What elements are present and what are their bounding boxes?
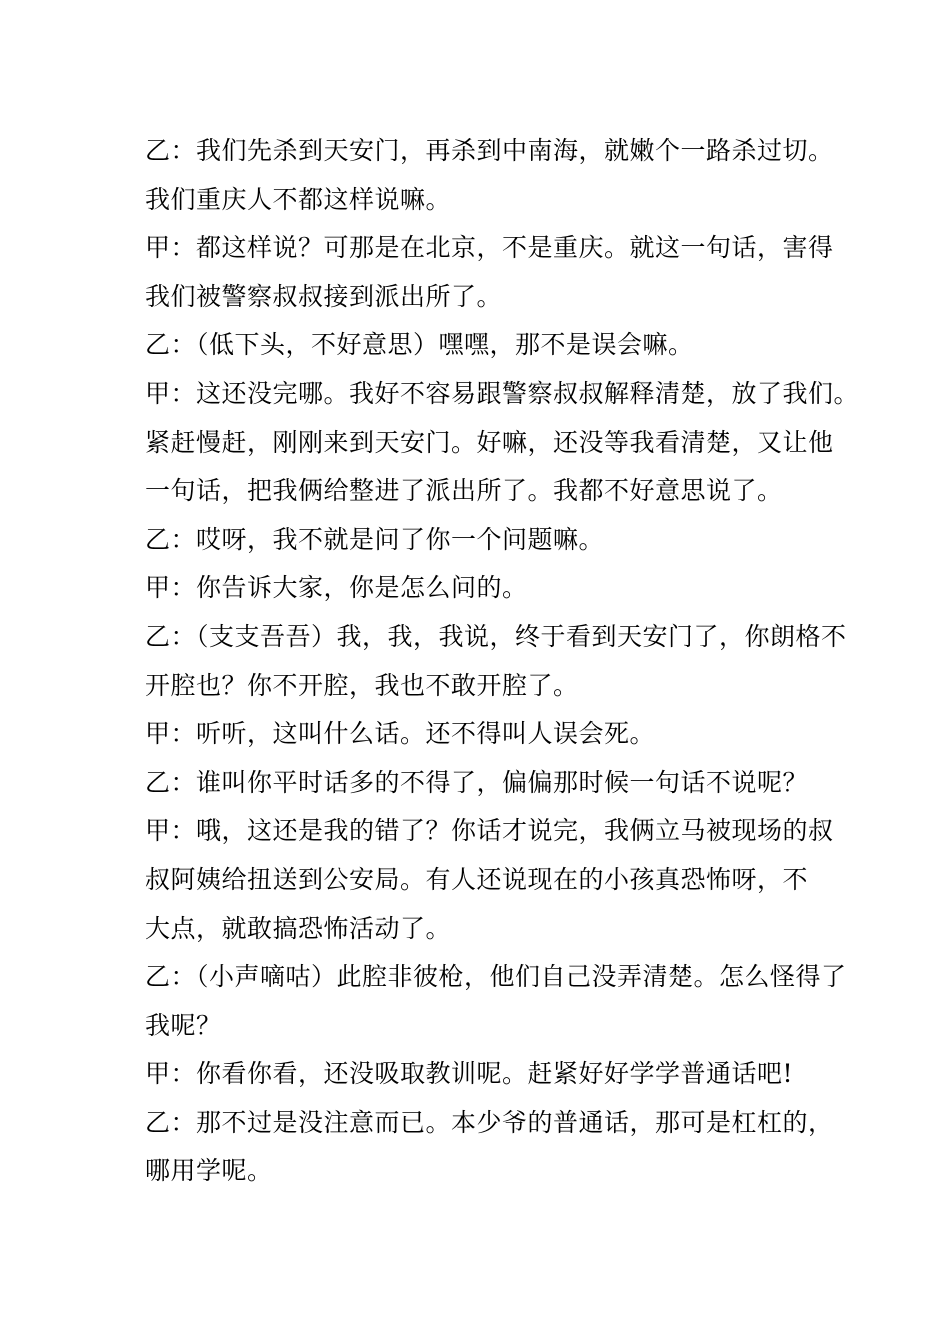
dialogue-text (145, 127, 860, 1196)
text-line: 乙：那不过是没注意而已。本少爷的普通话，那可是杠杠的， (145, 1107, 834, 1137)
text-line: 开腔也？你不开腔，我也不敢开腔了。 (145, 670, 579, 700)
text-line: 甲：哦，这还是我的错了？你话才说完，我俩立马被现场的叔 (145, 816, 834, 846)
text-line: 甲：你告诉大家，你是怎么问的。 (145, 573, 528, 603)
text-line: 大点，就敢搞恐怖活动了。 (145, 913, 452, 943)
text-line: 乙：（小声嘀咕）此腔非彼枪，他们自己没弄清楚。怎么怪得了 (145, 962, 847, 992)
text-line: 乙：（支支吾吾）我，我，我说，终于看到天安门了，你朗格不 (145, 621, 847, 651)
text-line: 乙：我们先杀到天安门，再杀到中南海，就嫩个一路杀过切。 (145, 136, 834, 165)
text-line: 我们被警察叔叔接到派出所了。 (145, 281, 503, 311)
text-line: 我们重庆人不都这样说嘛。 (145, 184, 452, 214)
text-line: 甲：都这样说？可那是在北京，不是重庆。就这一句话，害得 (145, 233, 834, 263)
text-line: 叔阿姨给扭送到公安局。有人还说现在的小孩真恐怖呀，不 (145, 864, 809, 894)
text-line: 紧赶慢赶，刚刚来到天安门。好嘛，还没等我看清楚，又让他 (145, 427, 834, 457)
text-line: 乙：（低下头，不好意思）嘿嘿，那不是误会嘛。 (145, 330, 694, 360)
text-line: 甲：听听，这叫什么话。还不得叫人误会死。 (145, 719, 656, 749)
text-line: 一句话，把我俩给整进了派出所了。我都不好意思说了。 (145, 476, 783, 506)
text-line: 我呢？ (145, 1010, 222, 1040)
text-line: 甲：这还没完哪。我好不容易跟警察叔叔解释清楚，放了我们。 (145, 378, 860, 408)
text-line: 乙：哎呀，我不就是问了你一个问题嘛。 (145, 524, 605, 554)
text-line: 乙：谁叫你平时话多的不得了，偏偏那时候一句话不说呢？ (145, 767, 809, 797)
text-line: 哪用学呢。 (145, 1156, 273, 1186)
text-line: 甲：你看你看，还没吸取教训呢。赶紧好好学学普通话吧! (145, 1059, 794, 1089)
